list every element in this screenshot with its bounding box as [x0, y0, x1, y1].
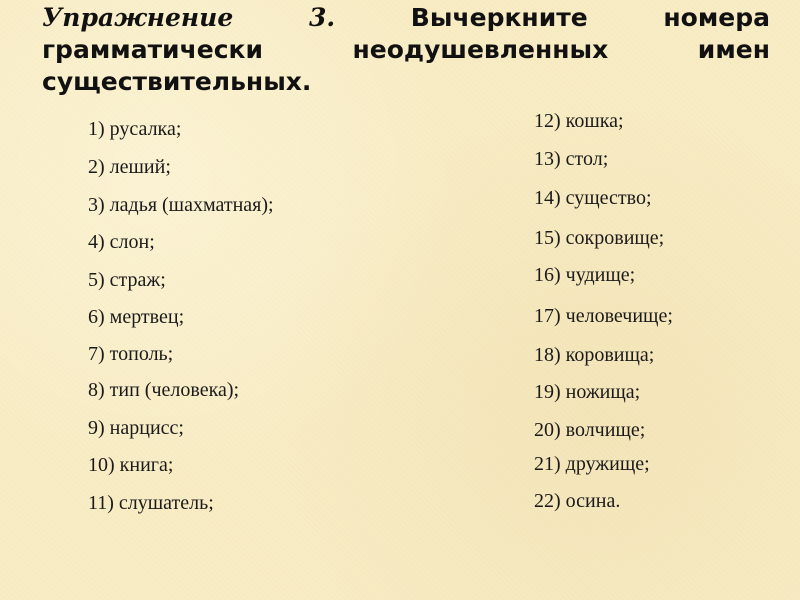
exercise-instruction: Вычеркните номера грамматически неодушевленных имен существительных.: [42, 3, 770, 96]
list-item: 22) осина.: [534, 490, 621, 512]
list-item: 5) страж;: [88, 269, 166, 291]
list-item: 2) леший;: [88, 156, 171, 178]
list-item: 7) тополь;: [88, 343, 174, 365]
list-item: 9) нарцисс;: [88, 417, 184, 439]
list-item: 4) слон;: [88, 231, 155, 253]
list-item: 1) русалка;: [88, 118, 182, 140]
list-item: 19) ножища;: [534, 381, 641, 403]
list-item: 14) существо;: [534, 187, 652, 209]
list-item: 16) чудище;: [534, 264, 636, 286]
exercise-number: Упражнение 3.: [42, 3, 336, 32]
exercise-title: [42, 2, 770, 98]
list-item: 17) человечище;: [534, 305, 673, 327]
list-item: 13) стол;: [534, 148, 609, 170]
list-item: 3) ладья (шахматная);: [88, 194, 274, 216]
list-item: 15) сокровище;: [534, 227, 665, 249]
list-item: 12) кошка;: [534, 110, 624, 132]
list-item: 8) тип (человека);: [88, 379, 240, 401]
list-item: 6) мертвец;: [88, 306, 185, 328]
list-item: 18) коровища;: [534, 344, 655, 366]
list-item: 21) дружище;: [534, 453, 650, 475]
list-item: 10) книга;: [88, 454, 174, 476]
list-item: 20) волчище;: [534, 419, 646, 441]
list-item: 11) слушатель;: [88, 492, 214, 514]
